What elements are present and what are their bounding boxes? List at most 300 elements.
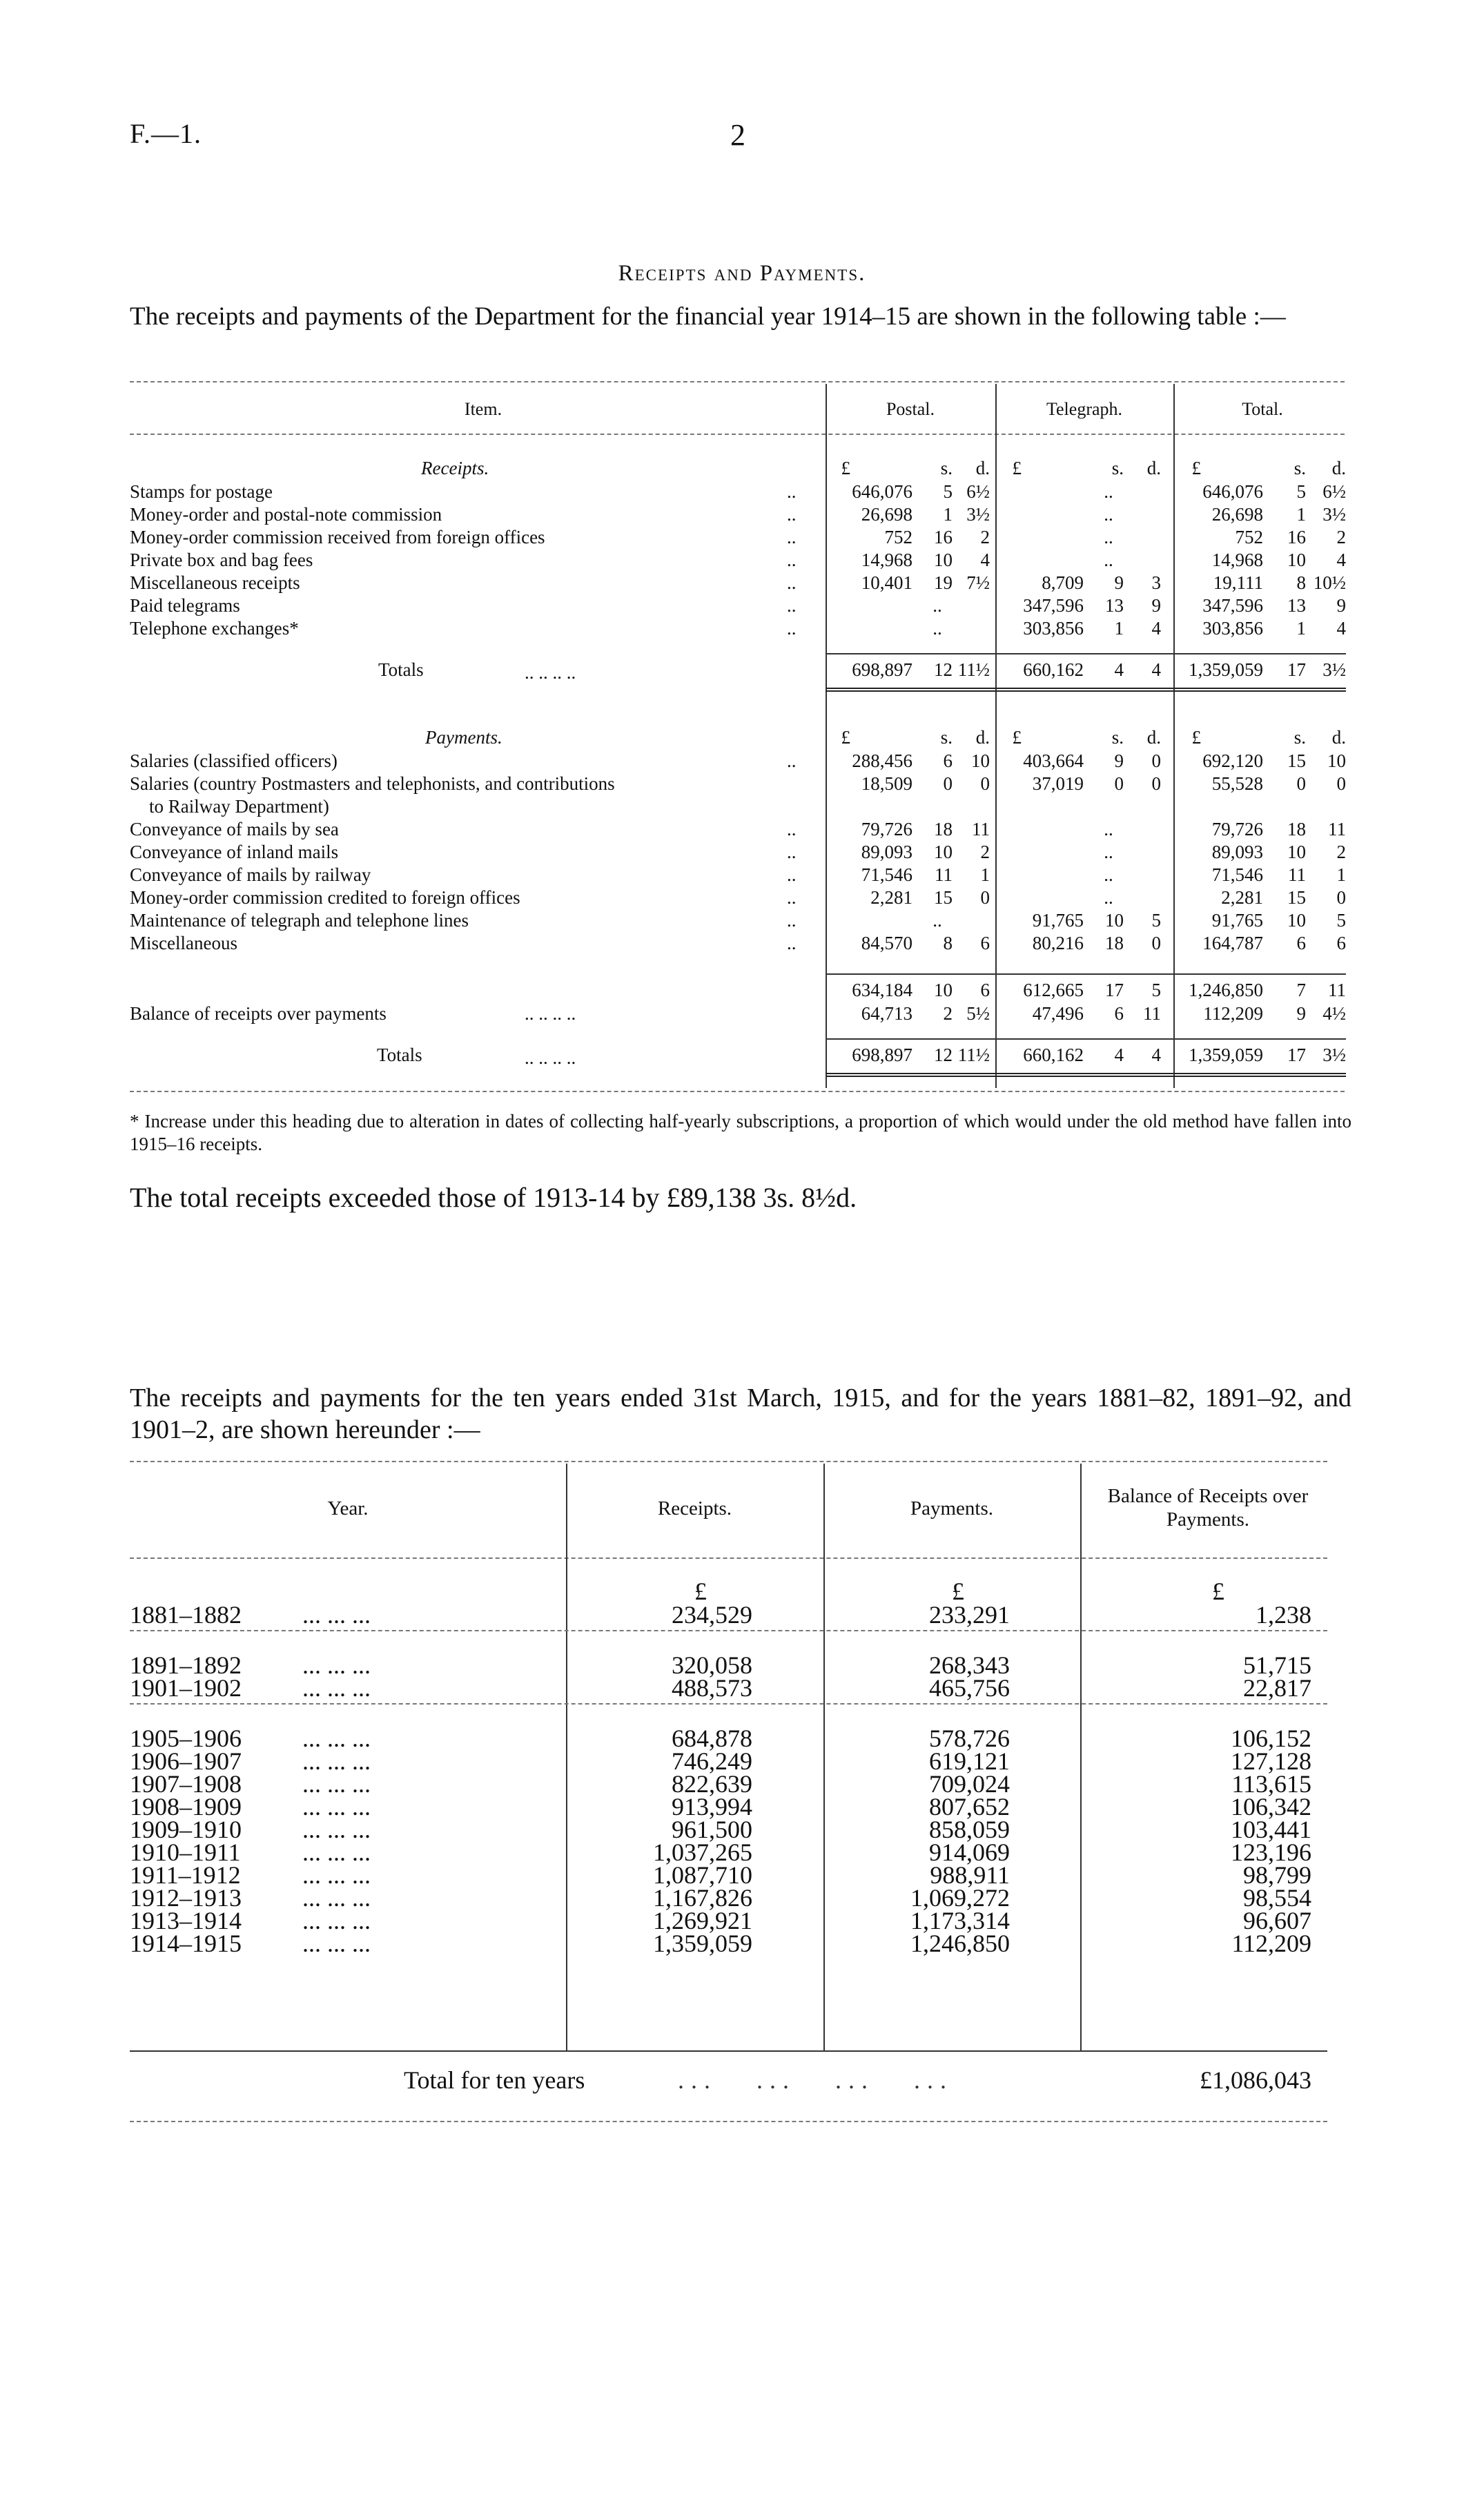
year-cell: 1909–1910: [130, 1816, 242, 1843]
payment-1-total-pence: 0: [1336, 773, 1346, 794]
year-leader: ... ... ...: [302, 1674, 371, 1702]
receipt-0-total-shillings: 5: [1296, 481, 1306, 502]
balance-cell: 103,441: [1231, 1816, 1311, 1843]
receipts-total-pence-unit: d.: [1331, 458, 1346, 478]
receipt-6-total-shillings: 1: [1296, 618, 1306, 639]
receipt-3-total-pence: 4: [1336, 550, 1346, 570]
receipt-4-total-pence: 10½: [1313, 572, 1346, 593]
receipt-5-total-pounds: 347,596: [1202, 595, 1263, 616]
payments-totals-telegraph-shillings: 4: [1114, 1045, 1124, 1065]
receipts-cell: 684,878: [672, 1725, 752, 1752]
year-leader: ... ... ...: [302, 1884, 371, 1912]
payment-item-label-cont: to Railway Department): [149, 796, 329, 817]
payment-4-total-pounds: 71,546: [1211, 864, 1263, 885]
payment-1-postal-pounds: 18,509: [861, 773, 912, 794]
payments-cell: 807,652: [929, 1793, 1010, 1821]
payment-3-telegraph-nil: ..: [1104, 842, 1113, 862]
receipt-1-postal-shillings: 1: [943, 504, 953, 525]
receipts-totals-telegraph-shillings: 4: [1114, 659, 1124, 680]
col-receipts: Receipts.: [657, 1497, 732, 1520]
col-item: Item.: [464, 399, 502, 419]
receipts-totals-postal-shillings: 12: [934, 659, 953, 680]
receipt-0-postal-pounds: 646,076: [852, 481, 912, 502]
balance-telegraph-pence: 11: [1143, 1003, 1161, 1024]
receipt-item-label: Private box and bag fees: [130, 550, 313, 570]
balance-cell: 123,196: [1231, 1838, 1311, 1866]
payment-7-total-shillings: 6: [1296, 933, 1306, 953]
balance-cell: 96,607: [1243, 1907, 1311, 1934]
receipt-item-label: Money-order commission received from foreign offices: [130, 527, 545, 547]
payment-3-total-pence: 2: [1336, 842, 1346, 862]
payments-subtotal-postal-pounds: 634,184: [852, 980, 912, 1000]
payment-item-label: Salaries (classified officers): [130, 750, 338, 771]
receipt-3-telegraph-nil: ..: [1104, 550, 1113, 570]
payments-subtotal-postal-pence: 6: [980, 980, 990, 1000]
receipt-2-postal-pence: 2: [980, 527, 990, 547]
payments-postal-pound-unit: £: [841, 727, 850, 748]
payment-leader: ..: [787, 750, 797, 771]
payment-5-total-pence: 0: [1336, 887, 1346, 908]
payment-1-telegraph-pounds: 37,019: [1032, 773, 1084, 794]
payment-1-postal-shillings: 0: [943, 773, 953, 794]
payment-4-total-shillings: 11: [1288, 864, 1306, 885]
balance-leader: .. .. .. ..: [525, 1003, 576, 1024]
table1-top-rule: [130, 381, 1345, 382]
payments-total-rule: [826, 1038, 1346, 1040]
receipts-unit: £: [694, 1577, 707, 1605]
payment-7-telegraph-pounds: 80,216: [1032, 933, 1084, 953]
payment-0-telegraph-shillings: 9: [1114, 750, 1124, 771]
payment-item-label: Salaries (country Postmasters and telephonists, and contributions: [130, 773, 615, 794]
col-year: Year.: [327, 1497, 369, 1520]
receipts-totals-total-pounds: 1,359,059: [1189, 659, 1263, 680]
payments-subtotal-telegraph-shillings: 17: [1105, 980, 1124, 1000]
payments-cell: 268,343: [929, 1651, 1010, 1679]
receipts-postal-shilling-unit: s.: [940, 458, 953, 478]
payments-subtotal-total-pounds: 1,246,850: [1189, 980, 1263, 1000]
payments-cell: 1,173,314: [910, 1907, 1010, 1934]
payment-leader: ..: [787, 933, 797, 953]
payment-4-postal-pounds: 71,546: [861, 864, 912, 885]
payment-5-total-pounds: 2,281: [1221, 887, 1263, 908]
receipt-item-label: Telephone exchanges*: [130, 618, 299, 639]
payments-cell: 1,069,272: [910, 1884, 1010, 1912]
col-total: Total.: [1242, 399, 1283, 419]
payments-cell: 1,246,850: [910, 1930, 1010, 1957]
receipt-0-telegraph-nil: ..: [1104, 481, 1113, 502]
payments-cell: 709,024: [929, 1770, 1010, 1798]
payment-item-label: Maintenance of telegraph and telephone lines: [130, 910, 469, 931]
receipts-totals-telegraph-pounds: 660,162: [1023, 659, 1084, 680]
receipts-postal-pence-unit: d.: [975, 458, 990, 478]
receipt-leader: ..: [787, 572, 797, 593]
receipt-1-total-pounds: 26,698: [1211, 504, 1263, 525]
payment-7-total-pounds: 164,787: [1202, 933, 1263, 953]
payments-subtotal-telegraph-pence: 5: [1151, 980, 1161, 1000]
group-separator: [130, 1630, 1327, 1631]
payment-1-telegraph-pence: 0: [1151, 773, 1161, 794]
table2-end-rule: [130, 2121, 1327, 2122]
year-leader: ... ... ...: [302, 1816, 371, 1843]
year-cell: 1881–1882: [130, 1601, 242, 1629]
table1-header-rule: [130, 434, 1345, 435]
receipt-leader: ..: [787, 504, 797, 525]
payments-heading: Payments.: [425, 727, 502, 748]
receipt-5-telegraph-pence: 9: [1151, 595, 1161, 616]
receipt-item-label: Miscellaneous receipts: [130, 572, 300, 593]
year-leader: ... ... ...: [302, 1747, 371, 1775]
year-cell: 1905–1906: [130, 1725, 242, 1752]
payment-item-label: Miscellaneous: [130, 933, 237, 953]
receipts-total-shilling-unit: s.: [1293, 458, 1306, 478]
payment-6-postal-nil: ..: [933, 910, 942, 931]
receipt-0-postal-shillings: 5: [943, 481, 953, 502]
receipts-cell: 961,500: [672, 1816, 752, 1843]
year-leader: ... ... ...: [302, 1861, 371, 1889]
payment-leader: ..: [787, 910, 797, 931]
receipt-3-total-pounds: 14,968: [1211, 550, 1263, 570]
receipt-1-postal-pounds: 26,698: [861, 504, 912, 525]
payment-4-postal-pence: 1: [980, 864, 990, 885]
payments-telegraph-pence-unit: d.: [1146, 727, 1161, 748]
receipt-4-total-pounds: 19,111: [1213, 572, 1263, 593]
payment-0-postal-pounds: 288,456: [852, 750, 912, 771]
payment-3-postal-shillings: 10: [934, 842, 953, 862]
payment-0-total-pence: 10: [1327, 750, 1346, 771]
receipts-total-rule: [826, 653, 1346, 654]
payment-1-total-pounds: 55,528: [1211, 773, 1263, 794]
payments-totals-total-shillings: 17: [1287, 1045, 1306, 1065]
balance-total-pounds: 112,209: [1203, 1003, 1263, 1024]
payments-subtotal-total-pence: 11: [1328, 980, 1346, 1000]
payment-2-total-pence: 11: [1328, 819, 1346, 839]
balance-cell: 1,238: [1256, 1601, 1311, 1629]
year-cell: 1906–1907: [130, 1747, 242, 1775]
receipt-5-telegraph-shillings: 13: [1105, 595, 1124, 616]
receipts-cell: 822,639: [672, 1770, 752, 1798]
balance-cell: 106,152: [1231, 1725, 1311, 1752]
receipt-leader: ..: [787, 595, 797, 616]
col-balance: Balance of Receipts over Payments.: [1107, 1485, 1309, 1531]
payment-item-label: Conveyance of mails by railway: [130, 864, 371, 885]
table1-bottom-rule: [130, 1091, 1345, 1092]
balance-postal-pence: 5½: [966, 1003, 990, 1024]
payments-cell: 988,911: [930, 1861, 1010, 1889]
receipts-cell: 1,269,921: [653, 1907, 752, 1934]
receipt-4-total-shillings: 8: [1296, 572, 1306, 593]
intro-paragraph-2: The receipts and payments for the ten years ended 31st March, 1915, and for the years 1881–82, 1891–92, and 1901–2, are shown hereunder :—: [130, 1384, 1351, 1444]
balance-postal-shillings: 2: [943, 1003, 953, 1024]
payment-6-telegraph-pence: 5: [1151, 910, 1161, 931]
receipt-0-total-pounds: 646,076: [1202, 481, 1263, 502]
receipt-item-label: Paid telegrams: [130, 595, 240, 616]
receipts-heading: Receipts.: [421, 458, 489, 478]
payments-telegraph-pound-unit: £: [1012, 727, 1022, 748]
table2-top-rule: [130, 1461, 1327, 1462]
payment-5-postal-shillings: 15: [934, 887, 953, 908]
payment-2-total-pounds: 79,726: [1211, 819, 1263, 839]
receipt-4-telegraph-shillings: 9: [1114, 572, 1124, 593]
receipt-leader: ..: [787, 618, 797, 639]
balance-cell: 112,209: [1231, 1930, 1311, 1957]
receipt-2-total-pence: 2: [1336, 527, 1346, 547]
balance-cell: 106,342: [1231, 1793, 1311, 1821]
year-leader: ... ... ...: [302, 1930, 371, 1957]
balance-cell: 98,799: [1243, 1861, 1311, 1889]
payment-item-label: Conveyance of inland mails: [130, 842, 339, 862]
payment-2-postal-shillings: 18: [934, 819, 953, 839]
col-postal: Postal.: [886, 399, 935, 419]
payment-6-total-pence: 5: [1336, 910, 1346, 931]
receipt-3-postal-pounds: 14,968: [861, 550, 912, 570]
payments-telegraph-shilling-unit: s.: [1111, 727, 1124, 748]
receipts-totals-telegraph-pence: 4: [1151, 659, 1161, 680]
receipts-totals-postal-pence: 11½: [957, 659, 990, 680]
receipt-5-total-shillings: 13: [1287, 595, 1306, 616]
payments-total-pence-unit: d.: [1331, 727, 1346, 748]
payments-totals-postal-pence: 11½: [957, 1045, 990, 1065]
receipt-0-total-pence: 6½: [1322, 481, 1346, 502]
year-cell: 1891–1892: [130, 1651, 242, 1679]
receipt-2-total-shillings: 16: [1287, 527, 1306, 547]
payment-4-telegraph-nil: ..: [1104, 864, 1113, 885]
payment-5-total-shillings: 15: [1287, 887, 1306, 908]
payment-2-postal-pounds: 79,726: [861, 819, 912, 839]
receipt-1-postal-pence: 3½: [966, 504, 990, 525]
receipt-6-total-pence: 4: [1336, 618, 1346, 639]
receipt-6-total-pounds: 303,856: [1202, 618, 1263, 639]
payment-5-telegraph-nil: ..: [1104, 887, 1113, 908]
receipts-telegraph-shilling-unit: s.: [1111, 458, 1124, 478]
payment-leader: ..: [787, 842, 797, 862]
payments-cell: 465,756: [929, 1674, 1010, 1702]
receipts-totals-postal-pounds: 698,897: [852, 659, 912, 680]
receipt-3-postal-shillings: 10: [934, 550, 953, 570]
year-cell: 1911–1912: [130, 1861, 241, 1889]
payments-totals-leader: .. .. .. ..: [525, 1047, 576, 1068]
year-cell: 1910–1911: [130, 1838, 241, 1866]
group-separator: [130, 1703, 1327, 1705]
payments-totals-postal-shillings: 12: [934, 1045, 953, 1065]
payment-5-postal-pounds: 2,281: [870, 887, 912, 908]
payment-7-total-pence: 6: [1336, 933, 1346, 953]
payments-cell: 233,291: [929, 1601, 1010, 1629]
year-leader: ... ... ...: [302, 1838, 371, 1866]
receipt-item-label: Money-order and postal-note commission: [130, 504, 442, 525]
receipt-1-total-pence: 3½: [1322, 504, 1346, 525]
receipt-6-telegraph-shillings: 1: [1114, 618, 1124, 639]
payment-6-telegraph-pounds: 91,765: [1032, 910, 1084, 931]
payments-totals-telegraph-pounds: 660,162: [1023, 1045, 1084, 1065]
receipt-5-postal-nil: ..: [933, 595, 942, 616]
balance-telegraph-shillings: 6: [1114, 1003, 1124, 1024]
payment-7-postal-pounds: 84,570: [861, 933, 912, 953]
receipts-cell: 1,167,826: [653, 1884, 752, 1912]
payments-subtotal-total-shillings: 7: [1296, 980, 1306, 1000]
receipts-totals-leader: .. .. .. ..: [525, 662, 576, 683]
payment-2-postal-pence: 11: [972, 819, 990, 839]
balance-cell: 113,615: [1231, 1770, 1311, 1798]
year-leader: ... ... ...: [302, 1770, 371, 1798]
payment-item-label: Conveyance of mails by sea: [130, 819, 339, 839]
col-telegraph: Telegraph.: [1046, 399, 1123, 419]
payment-1-postal-pence: 0: [980, 773, 990, 794]
table2-bottom-rule: [130, 2050, 1327, 2052]
payment-0-total-shillings: 15: [1287, 750, 1306, 771]
payment-0-telegraph-pounds: 403,664: [1023, 750, 1084, 771]
receipt-2-total-pounds: 752: [1235, 527, 1263, 547]
payment-item-label: Money-order commission credited to foreign offices: [130, 887, 520, 908]
payments-cell: 914,069: [929, 1838, 1010, 1866]
receipts-totals-total-shillings: 17: [1287, 659, 1306, 680]
receipt-5-telegraph-pounds: 347,596: [1023, 595, 1084, 616]
receipt-0-postal-pence: 6½: [966, 481, 990, 502]
balance-total-pence: 4½: [1322, 1003, 1346, 1024]
payments-cell: 619,121: [929, 1747, 1010, 1775]
balance-label: Balance of receipts over payments: [130, 1003, 387, 1024]
payments-postal-shilling-unit: s.: [940, 727, 953, 748]
payments-subtotal-postal-shillings: 10: [934, 980, 953, 1000]
total-leader: ... ... ... ...: [678, 2066, 953, 2094]
payment-3-total-shillings: 10: [1287, 842, 1306, 862]
receipts-cell: 320,058: [672, 1651, 752, 1679]
receipt-3-total-shillings: 10: [1287, 550, 1306, 570]
payment-6-total-shillings: 10: [1287, 910, 1306, 931]
section-title: Receipts and Payments.: [618, 261, 866, 286]
receipts-telegraph-pound-unit: £: [1012, 458, 1022, 478]
balance-cell: 51,715: [1243, 1651, 1311, 1679]
payment-2-telegraph-nil: ..: [1104, 819, 1113, 839]
payments-total-pound-unit: £: [1191, 727, 1201, 748]
receipts-cell: 913,994: [672, 1793, 752, 1821]
payment-3-postal-pence: 2: [980, 842, 990, 862]
year-leader: ... ... ...: [302, 1907, 371, 1934]
receipt-6-telegraph-pence: 4: [1151, 618, 1161, 639]
total-label: Total for ten years: [404, 2066, 585, 2094]
payments-cell: 578,726: [929, 1725, 1010, 1752]
year-cell: 1913–1914: [130, 1907, 242, 1934]
payment-7-postal-shillings: 8: [943, 933, 953, 953]
year-cell: 1908–1909: [130, 1793, 242, 1821]
payment-leader: ..: [787, 864, 797, 885]
payment-0-postal-shillings: 6: [943, 750, 953, 771]
intro-paragraph: The receipts and payments of the Department for the financial year 1914–15 are shown in the following table :—: [130, 302, 1286, 331]
year-cell: 1914–1915: [130, 1930, 242, 1957]
payment-7-telegraph-pence: 0: [1151, 933, 1161, 953]
receipt-4-postal-shillings: 19: [934, 572, 953, 593]
receipt-leader: ..: [787, 527, 797, 547]
receipt-1-telegraph-nil: ..: [1104, 504, 1113, 525]
col-payments: Payments.: [910, 1497, 994, 1520]
payment-0-telegraph-pence: 0: [1151, 750, 1161, 771]
year-leader: ... ... ...: [302, 1651, 371, 1679]
receipts-total-double-rule: [826, 688, 1346, 692]
receipt-item-label: Stamps for postage: [130, 481, 273, 502]
payments-total-shilling-unit: s.: [1293, 727, 1306, 748]
payments-cell: 858,059: [929, 1816, 1010, 1843]
payments-postal-pence-unit: d.: [975, 727, 990, 748]
receipt-4-telegraph-pounds: 8,709: [1042, 572, 1084, 593]
footnote: * Increase under this heading due to alteration in dates of collecting half-yearly subscriptions, a proportion of which would under the old method have fallen into 1915–16 receipts.: [130, 1111, 1351, 1154]
payment-3-postal-pounds: 89,093: [861, 842, 912, 862]
balance-postal-pounds: 64,713: [861, 1003, 912, 1024]
receipts-cell: 1,359,059: [653, 1930, 752, 1957]
receipt-leader: ..: [787, 481, 797, 502]
receipts-totals-label: Totals: [378, 659, 424, 680]
receipts-totals-total-pence: 3½: [1322, 659, 1346, 680]
year-leader: ... ... ...: [302, 1601, 371, 1629]
payments-unit: £: [952, 1577, 964, 1605]
balance-cell: 98,554: [1243, 1884, 1311, 1912]
payments-totals-postal-pounds: 698,897: [852, 1045, 912, 1065]
receipts-total-pound-unit: £: [1191, 458, 1201, 478]
receipts-postal-pound-unit: £: [841, 458, 850, 478]
receipts-cell: 746,249: [672, 1747, 752, 1775]
summary-line: The total receipts exceeded those of 1913-14 by £89,138 3s. 8½d.: [130, 1182, 857, 1213]
payment-1-telegraph-shillings: 0: [1114, 773, 1124, 794]
receipt-3-postal-pence: 4: [980, 550, 990, 570]
year-leader: ... ... ...: [302, 1725, 371, 1752]
payment-4-postal-shillings: 11: [935, 864, 953, 885]
receipt-2-postal-pounds: 752: [884, 527, 912, 547]
page-number: 2: [730, 118, 745, 152]
receipt-5-total-pence: 9: [1336, 595, 1346, 616]
payments-subtotal-rule: [826, 973, 1346, 975]
receipts-cell: 1,087,710: [653, 1861, 752, 1889]
table2-header-rule: [130, 1557, 1327, 1559]
year-leader: ... ... ...: [302, 1793, 371, 1821]
year-cell: 1901–1902: [130, 1674, 242, 1702]
receipt-4-postal-pence: 7½: [966, 572, 990, 593]
year-cell: 1907–1908: [130, 1770, 242, 1798]
balance-telegraph-pounds: 47,496: [1032, 1003, 1084, 1024]
payments-totals-label: Totals: [377, 1045, 422, 1065]
payment-1-total-shillings: 0: [1296, 773, 1306, 794]
receipt-4-telegraph-pence: 3: [1151, 572, 1161, 593]
balance-total-shillings: 9: [1296, 1003, 1306, 1024]
payment-7-postal-pence: 6: [980, 933, 990, 953]
payment-3-total-pounds: 89,093: [1211, 842, 1263, 862]
receipt-4-postal-pounds: 10,401: [861, 572, 912, 593]
balance-cell: 22,817: [1243, 1674, 1311, 1702]
payments-total-double-rule: [826, 1073, 1346, 1077]
payment-0-postal-pence: 10: [971, 750, 990, 771]
receipt-2-postal-shillings: 16: [934, 527, 953, 547]
payment-6-telegraph-shillings: 10: [1105, 910, 1124, 931]
receipt-6-postal-nil: ..: [933, 618, 942, 639]
payments-subtotal-telegraph-pounds: 612,665: [1023, 980, 1084, 1000]
year-cell: 1912–1913: [130, 1884, 242, 1912]
payment-6-total-pounds: 91,765: [1211, 910, 1263, 931]
receipts-cell: 488,573: [672, 1674, 752, 1702]
receipt-1-total-shillings: 1: [1296, 504, 1306, 525]
receipt-leader: ..: [787, 550, 797, 570]
balance-unit: £: [1212, 1577, 1224, 1605]
receipts-cell: 1,037,265: [653, 1838, 752, 1866]
payment-leader: ..: [787, 819, 797, 839]
payment-4-total-pence: 1: [1336, 864, 1346, 885]
series-code: F.—1.: [130, 118, 202, 149]
receipt-2-telegraph-nil: ..: [1104, 527, 1113, 547]
payment-0-total-pounds: 692,120: [1202, 750, 1263, 771]
total-value: £1,086,043: [1200, 2066, 1311, 2094]
payments-totals-total-pounds: 1,359,059: [1189, 1045, 1263, 1065]
receipts-cell: 234,529: [672, 1601, 752, 1629]
payment-leader: ..: [787, 887, 797, 908]
payment-7-telegraph-shillings: 18: [1105, 933, 1124, 953]
payment-2-total-shillings: 18: [1287, 819, 1306, 839]
payments-totals-total-pence: 3½: [1322, 1045, 1346, 1065]
